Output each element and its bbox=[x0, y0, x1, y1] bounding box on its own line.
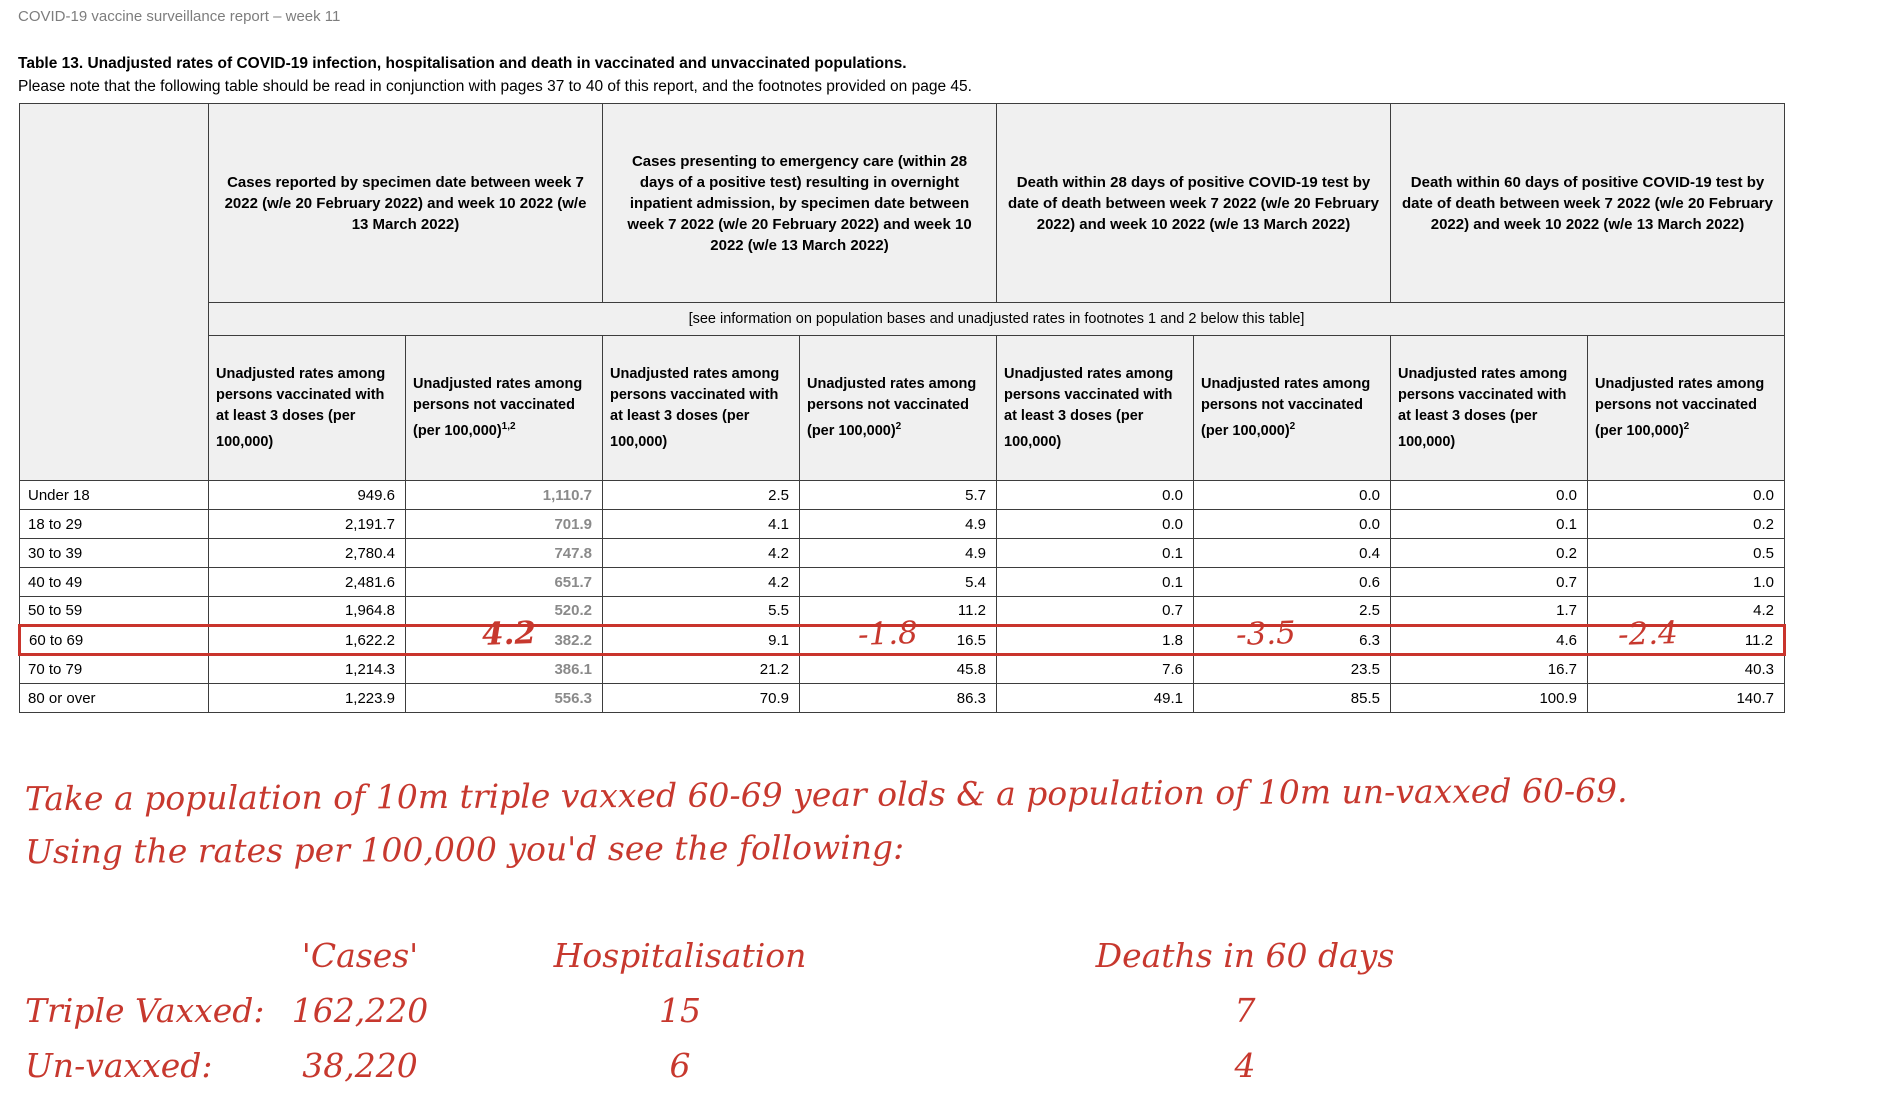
table-corner-cell bbox=[20, 104, 209, 481]
rate-value-cell: 4.2 bbox=[603, 539, 800, 568]
rate-value-cell: 0.0 bbox=[1194, 510, 1391, 539]
rate-value-cell: 386.1 bbox=[406, 655, 603, 684]
rate-value-cell: 949.6 bbox=[209, 481, 406, 510]
rate-value-cell: 45.8 bbox=[800, 655, 997, 684]
table-row bbox=[20, 539, 1785, 568]
sub-header-unvaccinated bbox=[800, 336, 997, 481]
rate-value-cell: 4.6 bbox=[1391, 626, 1588, 655]
rate-value-cell: 1,110.7 bbox=[406, 481, 603, 510]
handwritten-ratio-annotation: -1.8 bbox=[857, 614, 919, 654]
rate-value-cell: 1,964.8 bbox=[209, 597, 406, 626]
sub-header-text: Unadjusted rates among persons not vaccinated (per 100,000) bbox=[1201, 376, 1371, 439]
table-row bbox=[20, 510, 1785, 539]
table-row bbox=[20, 568, 1785, 597]
sub-header-vaccinated bbox=[209, 336, 406, 481]
highlighted-row-60-69 bbox=[20, 626, 1785, 655]
rate-value-cell: 0.1 bbox=[1391, 510, 1588, 539]
footnote-superscript: 1,2 bbox=[501, 421, 516, 433]
handwritten-value-deaths: 4 bbox=[1234, 1046, 1256, 1085]
rate-value-cell: 86.3 bbox=[800, 684, 997, 713]
sub-header-text: Unadjusted rates among persons vaccinated with at least 3 doses (per 100,000) bbox=[1398, 365, 1568, 450]
rates-table bbox=[18, 103, 1786, 713]
rate-value-cell: 0.1 bbox=[997, 539, 1194, 568]
rate-value-cell: 1.7 bbox=[1391, 597, 1588, 626]
sub-header-text: Unadjusted rates among persons vaccinated with at least 3 doses (per 100,000) bbox=[610, 365, 780, 450]
rate-value-cell: 0.0 bbox=[1194, 481, 1391, 510]
rate-value-cell: 16.7 bbox=[1391, 655, 1588, 684]
rate-value-cell: 49.1 bbox=[997, 684, 1194, 713]
handwritten-table bbox=[25, 928, 1575, 1093]
age-band-cell: Under 18 bbox=[20, 481, 209, 510]
handwritten-note-line-2: Using the rates per 100,000 you'd see the following: bbox=[25, 827, 905, 872]
sub-header-vaccinated bbox=[603, 336, 800, 481]
sub-header-text: Unadjusted rates among persons not vaccinated (per 100,000) bbox=[413, 376, 583, 439]
sub-header-text: Unadjusted rates among persons not vaccinated (per 100,000) bbox=[807, 376, 977, 439]
rate-value-cell: 520.2 bbox=[406, 597, 603, 626]
rate-value-cell: 0.7 bbox=[1391, 568, 1588, 597]
rate-value-cell: 4.9 bbox=[800, 510, 997, 539]
rate-value-cell bbox=[1194, 614, 1391, 655]
handwritten-ratio-annotation: -3.5 bbox=[1235, 614, 1297, 654]
rate-value-cell: 2.5 bbox=[603, 481, 800, 510]
footnote-superscript: 2 bbox=[1289, 421, 1296, 433]
age-band-cell: 80 or over bbox=[20, 684, 209, 713]
rate-value-cell: 4.1 bbox=[603, 510, 800, 539]
age-band-cell: 30 to 39 bbox=[20, 539, 209, 568]
rate-value-cell bbox=[406, 615, 603, 655]
rate-value-cell: 701.9 bbox=[406, 510, 603, 539]
rate-value-cell: 651.7 bbox=[406, 568, 603, 597]
rate-value-cell: 1.8 bbox=[997, 626, 1194, 655]
handwritten-value-cases: 162,220 bbox=[291, 991, 429, 1030]
age-band-cell: 18 to 29 bbox=[20, 510, 209, 539]
rate-value-cell: 0.6 bbox=[1194, 568, 1391, 597]
rate-value-cell: 0.0 bbox=[997, 510, 1194, 539]
table-subtitle: Please note that the following table should be read in conjunction with pages 37 to 40 of this report, and the footnotes provided on page 45. bbox=[18, 78, 972, 95]
footnote-reference-row: [see information on population bases and unadjusted rates in footnotes 1 and 2 below this table] bbox=[209, 303, 1785, 336]
age-band-cell: 40 to 49 bbox=[20, 568, 209, 597]
handwritten-row-label: Un-vaxxed: bbox=[25, 1046, 213, 1085]
sub-header-unvaccinated bbox=[1588, 336, 1785, 481]
sub-header-vaccinated bbox=[1391, 336, 1588, 481]
rate-value-cell: 70.9 bbox=[603, 684, 800, 713]
handwritten-ratio-annotation: 4.2 bbox=[481, 615, 537, 653]
rate-value-cell: 0.1 bbox=[997, 568, 1194, 597]
rate-value-cell: 85.5 bbox=[1194, 684, 1391, 713]
footnote-superscript: 2 bbox=[1683, 421, 1690, 433]
rate-value-cell: 2,191.7 bbox=[209, 510, 406, 539]
rate-value-cell: 556.3 bbox=[406, 684, 603, 713]
rate-value-cell: 0.0 bbox=[1588, 481, 1785, 510]
rate-value-cell: 1,223.9 bbox=[209, 684, 406, 713]
column-group-header-emergency: Cases presenting to emergency care (within 28 days of a positive test) resulting in overnight inpatient admission, by specimen date between week 7 2022 (w/e 20 February 2022) and week 10 2022 (w/e 13 March 2022) bbox=[603, 104, 997, 303]
handwritten-note-line-1: Take a population of 10m triple vaxxed 60-69 year olds & a population of 10m un-vaxxed 60-69. bbox=[24, 770, 1628, 819]
rate-value-cell: 7.6 bbox=[997, 655, 1194, 684]
rate-value-cell: 140.7 bbox=[1588, 684, 1785, 713]
rate-value-cell: 100.9 bbox=[1391, 684, 1588, 713]
handwritten-value-hospitalisation: 15 bbox=[659, 991, 701, 1030]
rate-value: 16.5 bbox=[956, 631, 986, 649]
rate-value-cell: 9.1 bbox=[603, 626, 800, 655]
rate-value-cell: 747.8 bbox=[406, 539, 603, 568]
sub-header-unvaccinated bbox=[1194, 336, 1391, 481]
sub-header-vaccinated bbox=[997, 336, 1194, 481]
report-watermark: COVID-19 vaccine surveillance report – week 11 bbox=[18, 8, 341, 25]
handwritten-ratio-annotation: -2.4 bbox=[1617, 614, 1679, 654]
rate-value-cell: 0.0 bbox=[997, 481, 1194, 510]
rate-value-cell: 5.5 bbox=[603, 597, 800, 626]
table-title: Table 13. Unadjusted rates of COVID-19 infection, hospitalisation and death in vaccinated and unvaccinated populations. bbox=[18, 55, 907, 72]
rate-value-cell bbox=[800, 614, 997, 655]
age-band-cell: 70 to 79 bbox=[20, 655, 209, 684]
sub-header-text: Unadjusted rates among persons not vaccinated (per 100,000) bbox=[1595, 376, 1765, 439]
rate-value-cell: 0.5 bbox=[1588, 539, 1785, 568]
rate-value-cell: 0.7 bbox=[997, 597, 1194, 626]
rate-value-cell: 0.2 bbox=[1588, 510, 1785, 539]
rate-value-cell: 2,780.4 bbox=[209, 539, 406, 568]
handwritten-col-header-deaths: Deaths in 60 days bbox=[1095, 936, 1395, 975]
rate-value-cell: 23.5 bbox=[1194, 655, 1391, 684]
rate-value-cell: 2,481.6 bbox=[209, 568, 406, 597]
rate-value-cell: 21.2 bbox=[603, 655, 800, 684]
rate-value-cell: 1.0 bbox=[1588, 568, 1785, 597]
age-band-cell: 50 to 59 bbox=[20, 597, 209, 626]
footnote-superscript: 2 bbox=[895, 421, 902, 433]
rate-value-cell: 0.4 bbox=[1194, 539, 1391, 568]
rate-value-cell bbox=[1588, 614, 1785, 655]
handwritten-col-header-hospitalisation: Hospitalisation bbox=[553, 936, 807, 975]
handwritten-col-header-cases: 'Cases' bbox=[301, 936, 419, 975]
rate-value-cell: 0.0 bbox=[1391, 481, 1588, 510]
sub-header-text: Unadjusted rates among persons vaccinated with at least 3 doses (per 100,000) bbox=[1004, 365, 1174, 450]
rate-value: 6.3 bbox=[1359, 631, 1380, 649]
handwritten-value-deaths: 7 bbox=[1234, 991, 1256, 1030]
rate-value: 11.2 bbox=[1744, 631, 1773, 649]
column-group-header-cases: Cases reported by specimen date between week 7 2022 (w/e 20 February 2022) and week 10 2022 (w/e 13 March 2022) bbox=[209, 104, 603, 303]
rate-value-cell: 5.7 bbox=[800, 481, 997, 510]
handwritten-value-cases: 38,220 bbox=[302, 1046, 418, 1085]
table-row bbox=[20, 655, 1785, 684]
age-band-cell: 60 to 69 bbox=[20, 626, 209, 655]
handwritten-row-label: Triple Vaxxed: bbox=[25, 991, 265, 1030]
rate-value-cell: 4.2 bbox=[603, 568, 800, 597]
rate-value-cell: 2.5 bbox=[1194, 597, 1391, 626]
handwritten-note bbox=[25, 764, 1628, 878]
sub-header-unvaccinated bbox=[406, 336, 603, 481]
table-row bbox=[20, 481, 1785, 510]
rate-value-cell: 0.2 bbox=[1391, 539, 1588, 568]
handwritten-value-hospitalisation: 6 bbox=[669, 1046, 691, 1085]
rate-value-cell: 5.4 bbox=[800, 568, 997, 597]
column-group-header-death28: Death within 28 days of positive COVID-19 test by date of death between week 7 2022 (w/e 20 February 2022) and week 10 2022 (w/e 13 March 2022) bbox=[997, 104, 1391, 303]
table-row bbox=[20, 684, 1785, 713]
rate-value-cell: 1,214.3 bbox=[209, 655, 406, 684]
rate-value-cell: 1,622.2 bbox=[209, 626, 406, 655]
column-group-header-death60: Death within 60 days of positive COVID-19 test by date of death between week 7 2022 (w/e 20 February 2022) and week 10 2022 (w/e 13 March 2022) bbox=[1391, 104, 1785, 303]
rate-value: 382.2 bbox=[554, 631, 592, 649]
rate-value-cell: 40.3 bbox=[1588, 655, 1785, 684]
sub-header-text: Unadjusted rates among persons vaccinated with at least 3 doses (per 100,000) bbox=[216, 365, 386, 450]
rate-value-cell: 11.2 bbox=[800, 597, 997, 626]
rate-value-cell: 4.2 bbox=[1588, 597, 1785, 626]
rate-value-cell: 4.9 bbox=[800, 539, 997, 568]
